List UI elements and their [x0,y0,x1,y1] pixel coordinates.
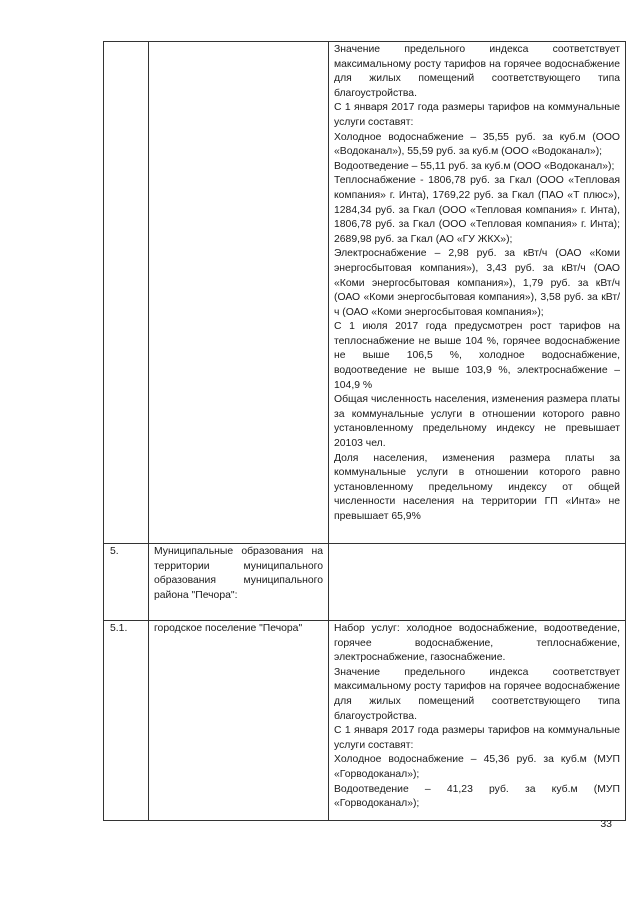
cell-details [329,42,626,544]
paragraph: Значение предельного индекса соответствует максимальному росту тарифов на горячее водоснабжение для жилых помещений соответствующего типа благоустройства. [334,44,620,99]
paragraph: Теплоснабжение - 1806,78 руб. за Гкал (ООО «Тепловая компания» г. Инта), 1769,22 руб. за Гкал (ПАО «Т плюс»), 1284,34 руб. за Гкал (ООО «Тепловая компания» г. Инта), 1806,78 руб. за Гкал (ООО «Тепловая компания» г. Инта); 2689,98 руб. за Гкал (АО «ГУ ЖКХ»); [334,175,620,245]
paragraph: С 1 января 2017 года размеры тарифов на коммунальные услуги составят: [334,725,620,751]
paragraph: С 1 января 2017 года размеры тарифов на коммунальные услуги составят: [334,102,620,128]
tariff-table [103,41,626,821]
row-number: 5. [104,544,149,621]
row-number: 5.1. [104,621,149,821]
paragraph: Набор услуг: холодное водоснабжение, водоотведение, горячее водоснабжение, теплоснабжение, электроснабжение, газоснабжение. [334,623,620,664]
cell-details [329,621,626,821]
row-name: Муниципальные образования на территории муниципального образования муниципального района "Печора": [149,544,329,621]
paragraph: Доля населения, изменения размера платы за коммунальные услуги в отношении которого равно установленному предельному индексу от общей численности населения на территории ГП «Инта» не превышает 65,9% [334,452,620,522]
cell-name-empty [149,42,329,544]
cell-details-empty [329,544,626,621]
paragraph: Водоотведение – 41,23 руб. за куб.м (МУП «Горводоканал»); [334,783,620,810]
paragraph: Электроснабжение – 2,98 руб. за кВт/ч (ОАО «Коми энергосбытовая компания»), 3,43 руб. за кВт/ч (ОАО «Коми энергосбытовая компания»), 1,79 руб. за кВт/ч (ОАО «Коми энергосбытовая компания»), 3,58 руб. за кВт/ч (ОАО «Коми энергосбытовая компания»); [334,248,620,318]
paragraph: Значение предельного индекса соответствует максимальному росту тарифов на горячее водоснабжение для жилых помещений соответствующего типа благоустройства. [334,666,620,722]
cell-number-empty [104,42,149,544]
table-row-5 [104,544,626,621]
paragraph: Холодное водоснабжение – 35,55 руб. за куб.м (ООО «Водоканал»), 55,59 руб. за куб.м (ООО «Водоканал»); [334,131,620,158]
paragraph: Общая численность населения, изменения размера платы за коммунальные услуги в отношении которого равно установленному предельному индексу не превышает 20103 чел. [334,394,620,450]
paragraph: С 1 июля 2017 года предусмотрен рост тарифов на теплоснабжение не выше 104 %, горячее водоснабжение не выше 106,5 %, холодное водоснабжение, водоотведение не выше 103,9 %, электроснабжение – 104,9 % [334,321,620,391]
page-number: 33 [600,818,612,830]
paragraph: Водоотведение – 55,11 руб. за куб.м (ООО «Водоканал»); [334,160,615,172]
paragraph: Холодное водоснабжение – 45,36 руб. за куб.м (МУП «Горводоканал»); [334,754,620,780]
table-row-continuation [104,42,626,544]
row-name: городское поселение "Печора" [149,621,329,821]
table-row-5-1 [104,621,626,821]
